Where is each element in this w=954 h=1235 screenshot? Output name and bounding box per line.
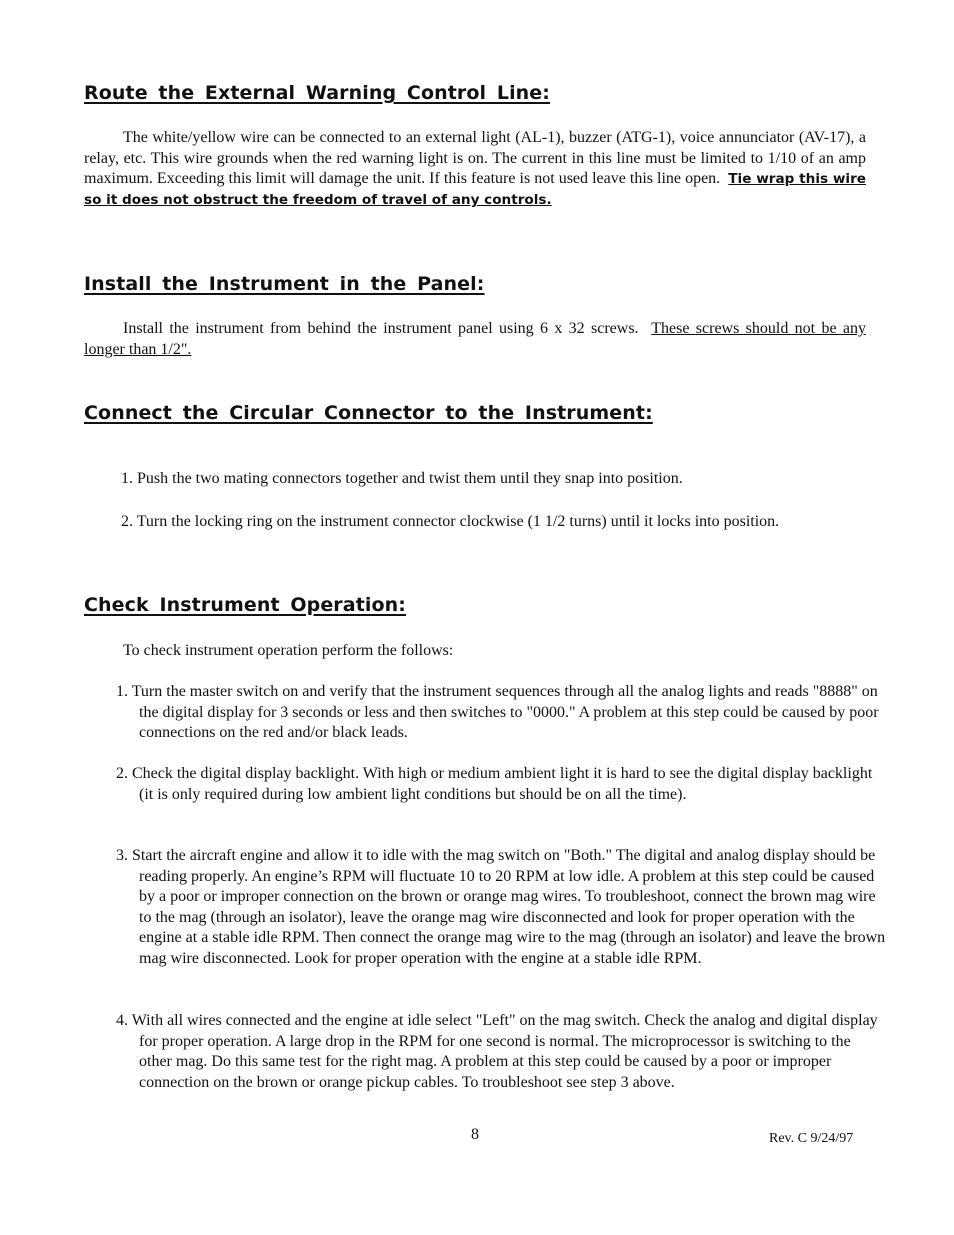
connect-step-2: 2. Turn the locking ring on the instrument connector clockwise (1 1/2 turns) until it locks into position.: [121, 513, 780, 530]
route-body-text: The white/yellow wire can be connected to an external light (AL-1), buzzer (ATG-1), voice annunciator (AV-17), a relay, etc. This wire grounds when the red warning light is on. The current in this line must be limited to 1/10 of an amp maximum. Exceeding this limit will damage the unit. If this feature is not used leave this line open.: [84, 129, 866, 188]
heading-route-warning-line: Route the External Warning Control Line:: [84, 82, 550, 104]
heading-connect-connector: Connect the Circular Connector to the Instrument:: [84, 402, 653, 424]
install-body-text: Install the instrument from behind the instrument panel using 6 x 32 screws.: [123, 320, 639, 337]
paragraph-route-warning-line: [84, 128, 866, 210]
connect-step-1: 1. Push the two mating connectors together and twist them until they snap into position.: [121, 470, 683, 487]
check-step-4: 4. With all wires connected and the engine at idle select "Left" on the mag switch. Check the analog and digital display for proper operation. A large drop in the RPM for one second is normal. The microprocessor is switching to the other mag. Do this same test for the right mag. A problem at this step could be caused by a poor or improper connection on the brown or orange pickup cables. To troubleshoot see step 3 above.: [116, 1012, 878, 1091]
check-intro: To check instrument operation perform the follows:: [123, 642, 454, 659]
heading-install-panel: Install the Instrument in the Panel:: [84, 273, 485, 295]
check-step-1: 1. Turn the master switch on and verify that the instrument sequences through all the analog lights and reads "8888" on the digital display for 3 seconds or less and then switches to "0000." A problem at this step could be caused by poor connections on the red and/or black leads.: [116, 683, 879, 742]
paragraph-install-panel: [84, 319, 866, 360]
revision-label: Rev. C 9/24/97: [769, 1131, 854, 1146]
check-step-3: 3. Start the aircraft engine and allow it to idle with the mag switch on "Both." The digital and analog display should be reading properly. An engine’s RPM will fluctuate 10 to 20 RPM at low idle. A problem at this step could be caused by a poor or improper connection on the brown or orange mag wires. To troubleshoot, connect the brown mag wire to the mag (through an isolator), leave the orange mag wire disconnected and look for proper operation with the engine at a stable idle RPM. Then connect the orange mag wire to the mag (through an isolator) and leave the brown mag wire disconnected. Look for proper operation with the engine at a stable idle RPM.: [116, 847, 886, 967]
page-number: 8: [471, 1126, 479, 1143]
screw-length-note: These screws should not be any longer than 1/2".: [84, 320, 867, 358]
check-step-2: 2. Check the digital display backlight. With high or medium ambient light it is hard to see the digital display backlight (it is only required during low ambient light conditions but should be on all the time).: [116, 765, 873, 803]
heading-check-operation: Check Instrument Operation:: [84, 594, 406, 616]
tie-wrap-warning: Tie wrap this wire so it does not obstruct the freedom of travel of any controls.: [84, 171, 866, 208]
